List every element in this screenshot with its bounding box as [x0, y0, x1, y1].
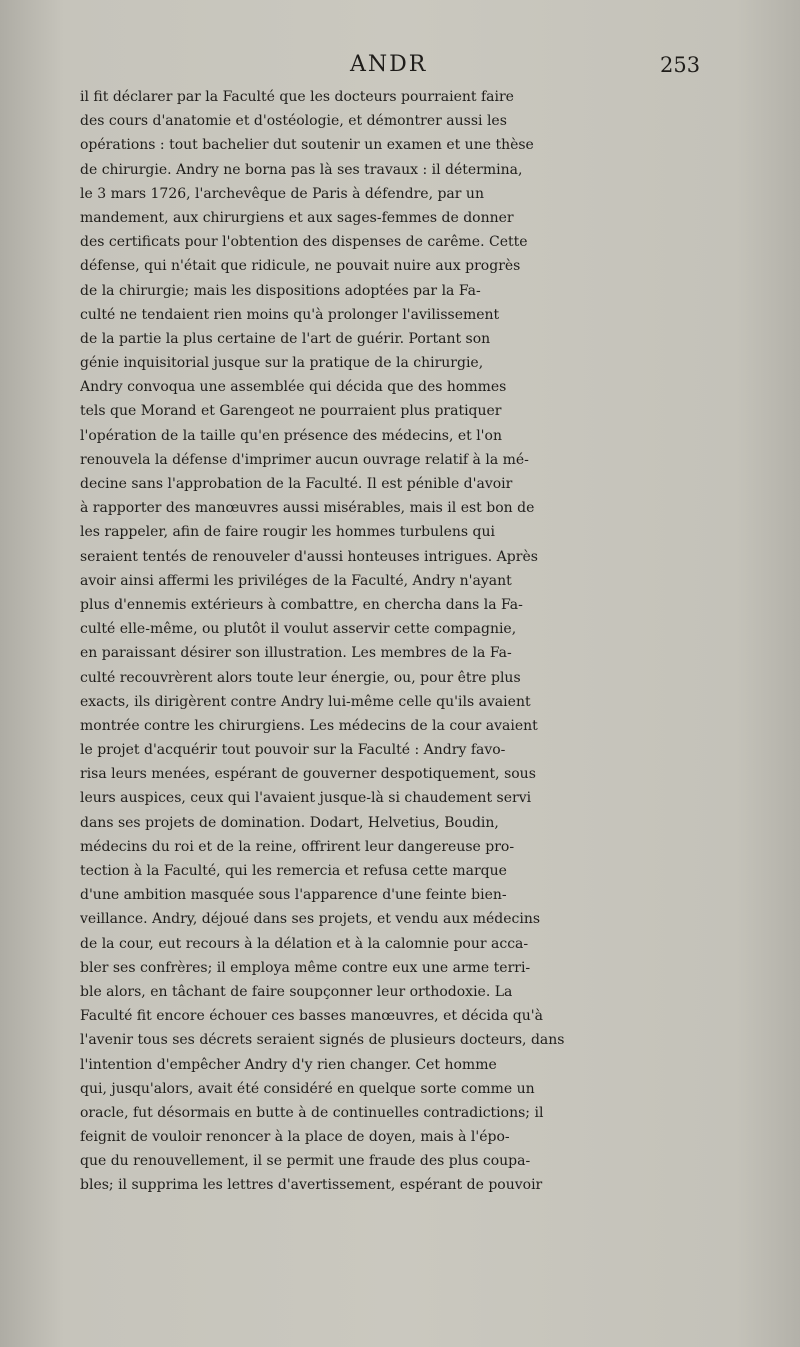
text-line: d'une ambition masquée sous l'apparence d'une feinte bien- — [80, 887, 507, 904]
text-line: il fit déclarer par la Faculté que les docteurs pourraient faire — [80, 89, 514, 105]
text-line: risa leurs menées, espérant de gouverner despotiquement, sous — [80, 766, 536, 783]
text-line: de la partie la plus certaine de l'art de guérir. Portant son — [80, 330, 491, 347]
text-line: plus d'ennemis extérieurs à combattre, en chercha dans la Fa- — [80, 596, 523, 613]
text-line: tels que Morand et Garengeot ne pourraient plus pratiquer — [80, 403, 502, 420]
text-line: qui, jusqu'alors, avait été considéré en quelque sorte comme un — [80, 1080, 535, 1097]
text-line: oracle, fut désormais en butte à de continuelles contradictions; il — [80, 1104, 544, 1121]
text-line: bler ses confrères; il employa même contre eux une arme terri- — [80, 959, 531, 976]
text-line: des cours d'anatomie et d'ostéologie, et démontrer aussi les — [80, 113, 507, 130]
page-number: 253 — [660, 53, 701, 77]
text-line: exacts, ils dirigèrent contre Andry lui-même celle qu'ils avaient — [80, 693, 531, 710]
text-line: opérations : tout bachelier dut soutenir un examen et une thèse — [80, 137, 534, 154]
text-line: seraient tentés de renouveler d'aussi honteuses intrigues. Après — [80, 548, 538, 565]
text-line: de la cour, eut recours à la délation et à la calomnie pour acca- — [80, 935, 529, 952]
text-line: Andry convoqua une assemblée qui décida que des hommes — [80, 379, 507, 396]
text-line: en paraissant désirer son illustration. Les membres de la Fa- — [80, 645, 512, 662]
text-line: de la chirurgie; mais les dispositions adoptées par la Fa- — [80, 282, 481, 299]
text-line: culté recouvrèrent alors toute leur énergie, ou, pour être plus — [80, 669, 521, 686]
running-head: ANDR — [350, 52, 428, 77]
text-line: ble alors, en tâchant de faire soupçonner leur orthodoxie. La — [80, 983, 513, 1000]
body-text — [80, 85, 701, 1198]
text-line: l'intention d'empêcher Andry d'y rien changer. Cet homme — [80, 1056, 497, 1073]
text-line: montrée contre les chirurgiens. Les médecins de la cour avaient — [80, 717, 538, 734]
text-line: de chirurgie. Andry ne borna pas là ses travaux : il détermina, — [80, 161, 523, 178]
text-line: les rappeler, afin de faire rougir les hommes turbulens qui — [80, 524, 495, 541]
text-line: bles; il supprima les lettres d'avertissement, espérant de pouvoir — [80, 1177, 543, 1194]
text-line: avoir ainsi affermi les priviléges de la Faculté, Andry n'ayant — [80, 572, 512, 589]
text-line: culté ne tendaient rien moins qu'à prolonger l'avilissement — [80, 306, 500, 323]
text-line: défense, qui n'était que ridicule, ne pouvait nuire aux progrès — [80, 258, 521, 275]
text-line: le 3 mars 1726, l'archevêque de Paris à défendre, par un — [80, 185, 484, 202]
text-line: veillance. Andry, déjoué dans ses projets, et vendu aux médecins — [80, 911, 541, 928]
text-line: des certificats pour l'obtention des dispenses de carême. Cette — [80, 234, 528, 251]
text-line: Faculté fit encore échouer ces basses manœuvres, et décida qu'à — [80, 1008, 543, 1025]
text-line: leurs auspices, ceux qui l'avaient jusque-là si chaudement servi — [80, 790, 532, 807]
page-header — [0, 50, 800, 80]
text-line: à rapporter des manœuvres aussi misérables, mais il est bon de — [80, 500, 535, 517]
text-line: dans ses projets de domination. Dodart, Helvetius, Boudin, — [80, 814, 499, 831]
text-line: tection à la Faculté, qui les remercia et refusa cette marque — [80, 863, 507, 879]
text-line: que du renouvellement, il se permit une fraude des plus coupa- — [80, 1153, 531, 1170]
text-line: génie inquisitorial jusque sur la pratique de la chirurgie, — [80, 355, 484, 372]
text-line: le projet d'acquérir tout pouvoir sur la Faculté : Andry favo- — [80, 742, 506, 759]
text-line: l'opération de la taille qu'en présence des médecins, et l'on — [80, 427, 502, 444]
text-line: culté elle-même, ou plutôt il voulut asservir cette compagnie, — [80, 621, 517, 638]
text-line: decine sans l'approbation de la Faculté. Il est pénible d'avoir — [80, 476, 513, 492]
text-line: l'avenir tous ses décrets seraient signés de plusieurs docteurs, dans — [80, 1032, 565, 1049]
text-line: feignit de vouloir renoncer à la place de doyen, mais à l'épo- — [80, 1129, 510, 1146]
text-line: renouvela la défense d'imprimer aucun ouvrage relatif à la mé- — [80, 451, 529, 468]
text-line: médecins du roi et de la reine, offrirent leur dangereuse pro- — [80, 838, 515, 855]
text-line: mandement, aux chirurgiens et aux sages-femmes de donner — [80, 209, 514, 226]
